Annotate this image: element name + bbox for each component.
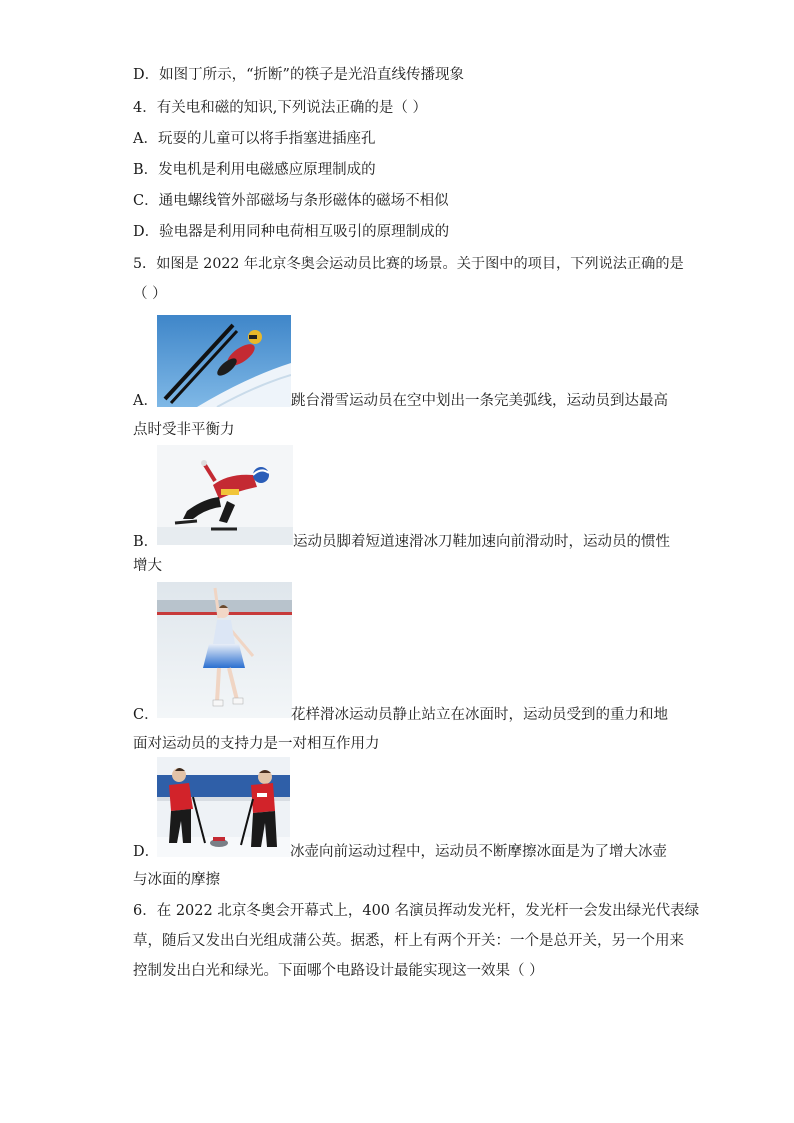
figure-skating-photo xyxy=(157,582,292,718)
q5-option-b-text2: 增大 xyxy=(133,558,162,574)
q4-option-a: A．玩耍的儿童可以将手指塞进插座孔 xyxy=(133,131,376,147)
q5-stem-line2: （ ） xyxy=(133,286,167,302)
q6-line3: 控制发出白光和绿光。下面哪个电路设计最能实现这一效果（ ） xyxy=(133,963,544,979)
q5-option-a-text2: 点时受非平衡力 xyxy=(133,422,235,438)
q5-option-c-text: 花样滑冰运动员静止站立在冰面时，运动员受到的重力和地 xyxy=(291,707,668,723)
q5-option-b-letter: B． xyxy=(133,534,159,550)
ski-jump-photo xyxy=(157,315,291,407)
q5-option-b-text: 运动员脚着短道速滑冰刀鞋加速向前滑动时，运动员的惯性 xyxy=(293,534,670,550)
curling-photo xyxy=(157,757,290,857)
q5-option-d-text2: 与冰面的摩擦 xyxy=(133,872,220,888)
q4-option-c: C．通电螺线管外部磁场与条形磁体的磁场不相似 xyxy=(133,193,449,209)
q5-option-a-text: 跳台滑雪运动员在空中划出一条完美弧线，运动员到达最高 xyxy=(291,393,668,409)
q4-option-b: B．发电机是利用电磁感应原理制成的 xyxy=(133,162,376,178)
speed-skating-photo xyxy=(157,445,293,545)
q4-option-d: D．验电器是利用同种电荷相互吸引的原理制成的 xyxy=(133,224,450,240)
q6-line2: 草，随后又发出白光组成蒲公英。据悉，杆上有两个开关：一个是总开关，另一个用来 xyxy=(133,933,684,949)
q5-option-d-letter: D． xyxy=(133,844,160,860)
q5-option-c-letter: C． xyxy=(133,707,159,723)
q4-stem: 4．有关电和磁的知识,下列说法正确的是（ ） xyxy=(133,100,427,116)
q5-option-c-text2: 面对运动员的支持力是一对相互作用力 xyxy=(133,736,380,752)
q6-line1: 6．在 2022 北京冬奥会开幕式上，400 名演员挥动发光杆，发光杆一会发出绿光代表绿 xyxy=(133,903,700,919)
q3-option-d: D．如图丁所示，“折断”的筷子是光沿直线传播现象 xyxy=(133,67,464,83)
q5-option-a-letter: A． xyxy=(133,393,158,409)
q5-option-d-text: 冰壶向前运动过程中，运动员不断摩擦冰面是为了增大冰壶 xyxy=(290,844,667,860)
q5-stem-line1: 5．如图是 2022 年北京冬奥会运动员比赛的场景。关于图中的项目，下列说法正确的是 xyxy=(133,256,684,272)
